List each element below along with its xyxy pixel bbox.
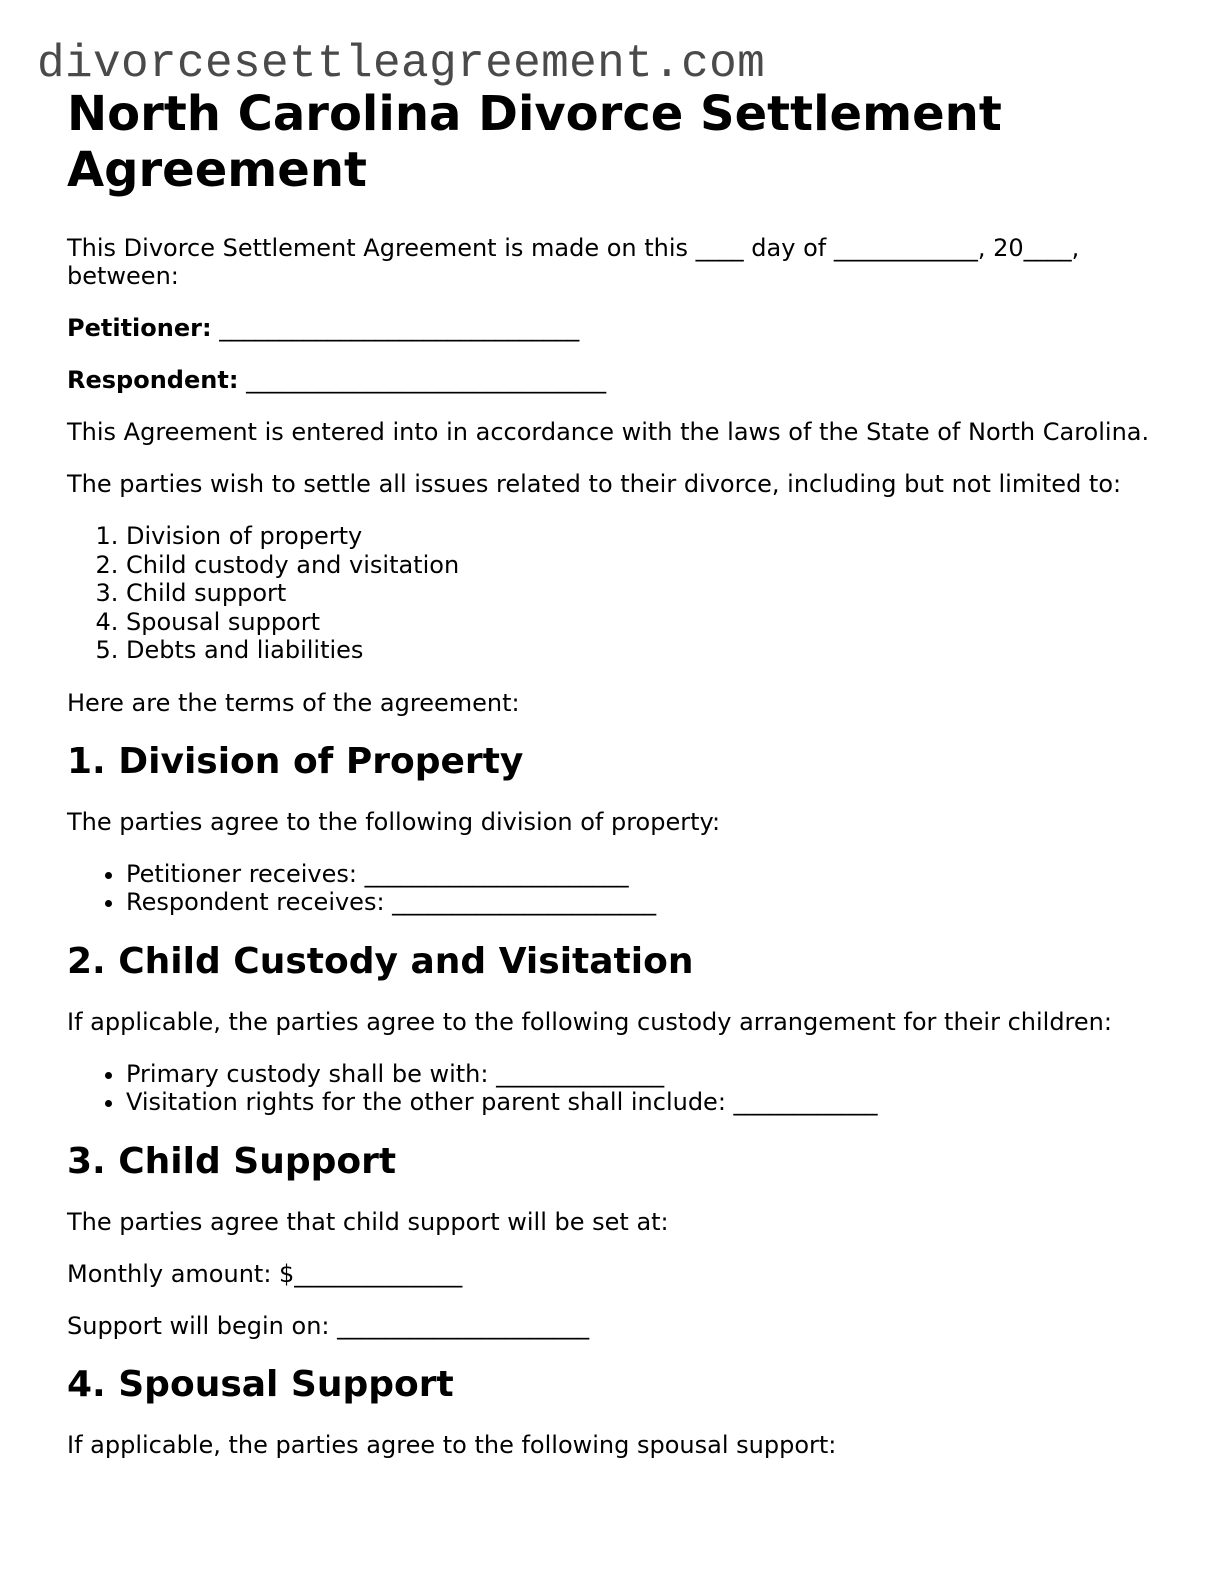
monthly-amount-line: Monthly amount: $______________ (67, 1259, 463, 1288)
intro-paragraph: This Divorce Settlement Agreement is made on this ____ day of ____________, 20____, between: (67, 234, 1080, 290)
spousal-support-intro: If applicable, the parties agree to the following spousal support: (67, 1430, 837, 1459)
section-heading-child-support: 3. Child Support (67, 1140, 397, 1182)
respondent-label: Respondent: (67, 366, 239, 394)
petitioner-blank: ______________________________ (219, 314, 580, 342)
property-intro: The parties agree to the following division of property: (67, 807, 721, 836)
terms-intro: Here are the terms of the agreement: (67, 688, 520, 717)
custody-list (67, 1060, 1177, 1117)
list-item: • Respondent receives: ______________________ (126, 888, 1177, 917)
list-item: 2. Child custody and visitation (126, 551, 1177, 580)
watermark: divorcesettleagreement.com (37, 38, 766, 90)
section-heading-spousal-support: 4. Spousal Support (67, 1363, 454, 1405)
document-body (67, 86, 1177, 1483)
custody-intro: If applicable, the parties agree to the following custody arrangement for their children: (67, 1007, 1112, 1036)
petitioner-label: Petitioner: (67, 314, 212, 342)
issues-list (67, 522, 1177, 665)
list-item: 3. Child support (126, 579, 1177, 608)
list-item: 1. Division of property (126, 522, 1177, 551)
list-item: • Petitioner receives: ______________________ (126, 860, 1177, 889)
section-heading-custody: 2. Child Custody and Visitation (67, 940, 694, 982)
respondent-line (67, 366, 1177, 394)
child-support-intro: The parties agree that child support will be set at: (67, 1207, 669, 1236)
list-item: • Primary custody shall be with: ______________ (126, 1060, 1177, 1089)
petitioner-line (67, 314, 1177, 342)
list-item: 4. Spousal support (126, 608, 1177, 637)
document-title: North Carolina Divorce Settlement Agreement (67, 86, 1002, 198)
support-begin-line: Support will begin on: _____________________ (67, 1311, 590, 1340)
property-list (67, 860, 1177, 917)
list-item: 5. Debts and liabilities (126, 636, 1177, 665)
respondent-blank: ______________________________ (246, 366, 607, 394)
accordance-paragraph: This Agreement is entered into in accordance with the laws of the State of North Carolina. (67, 418, 1150, 446)
section-heading-property: 1. Division of Property (67, 740, 524, 782)
list-item: • Visitation rights for the other parent shall include: ____________ (126, 1088, 1177, 1117)
issues-intro: The parties wish to settle all issues related to their divorce, including but not limited to: (67, 470, 1122, 498)
